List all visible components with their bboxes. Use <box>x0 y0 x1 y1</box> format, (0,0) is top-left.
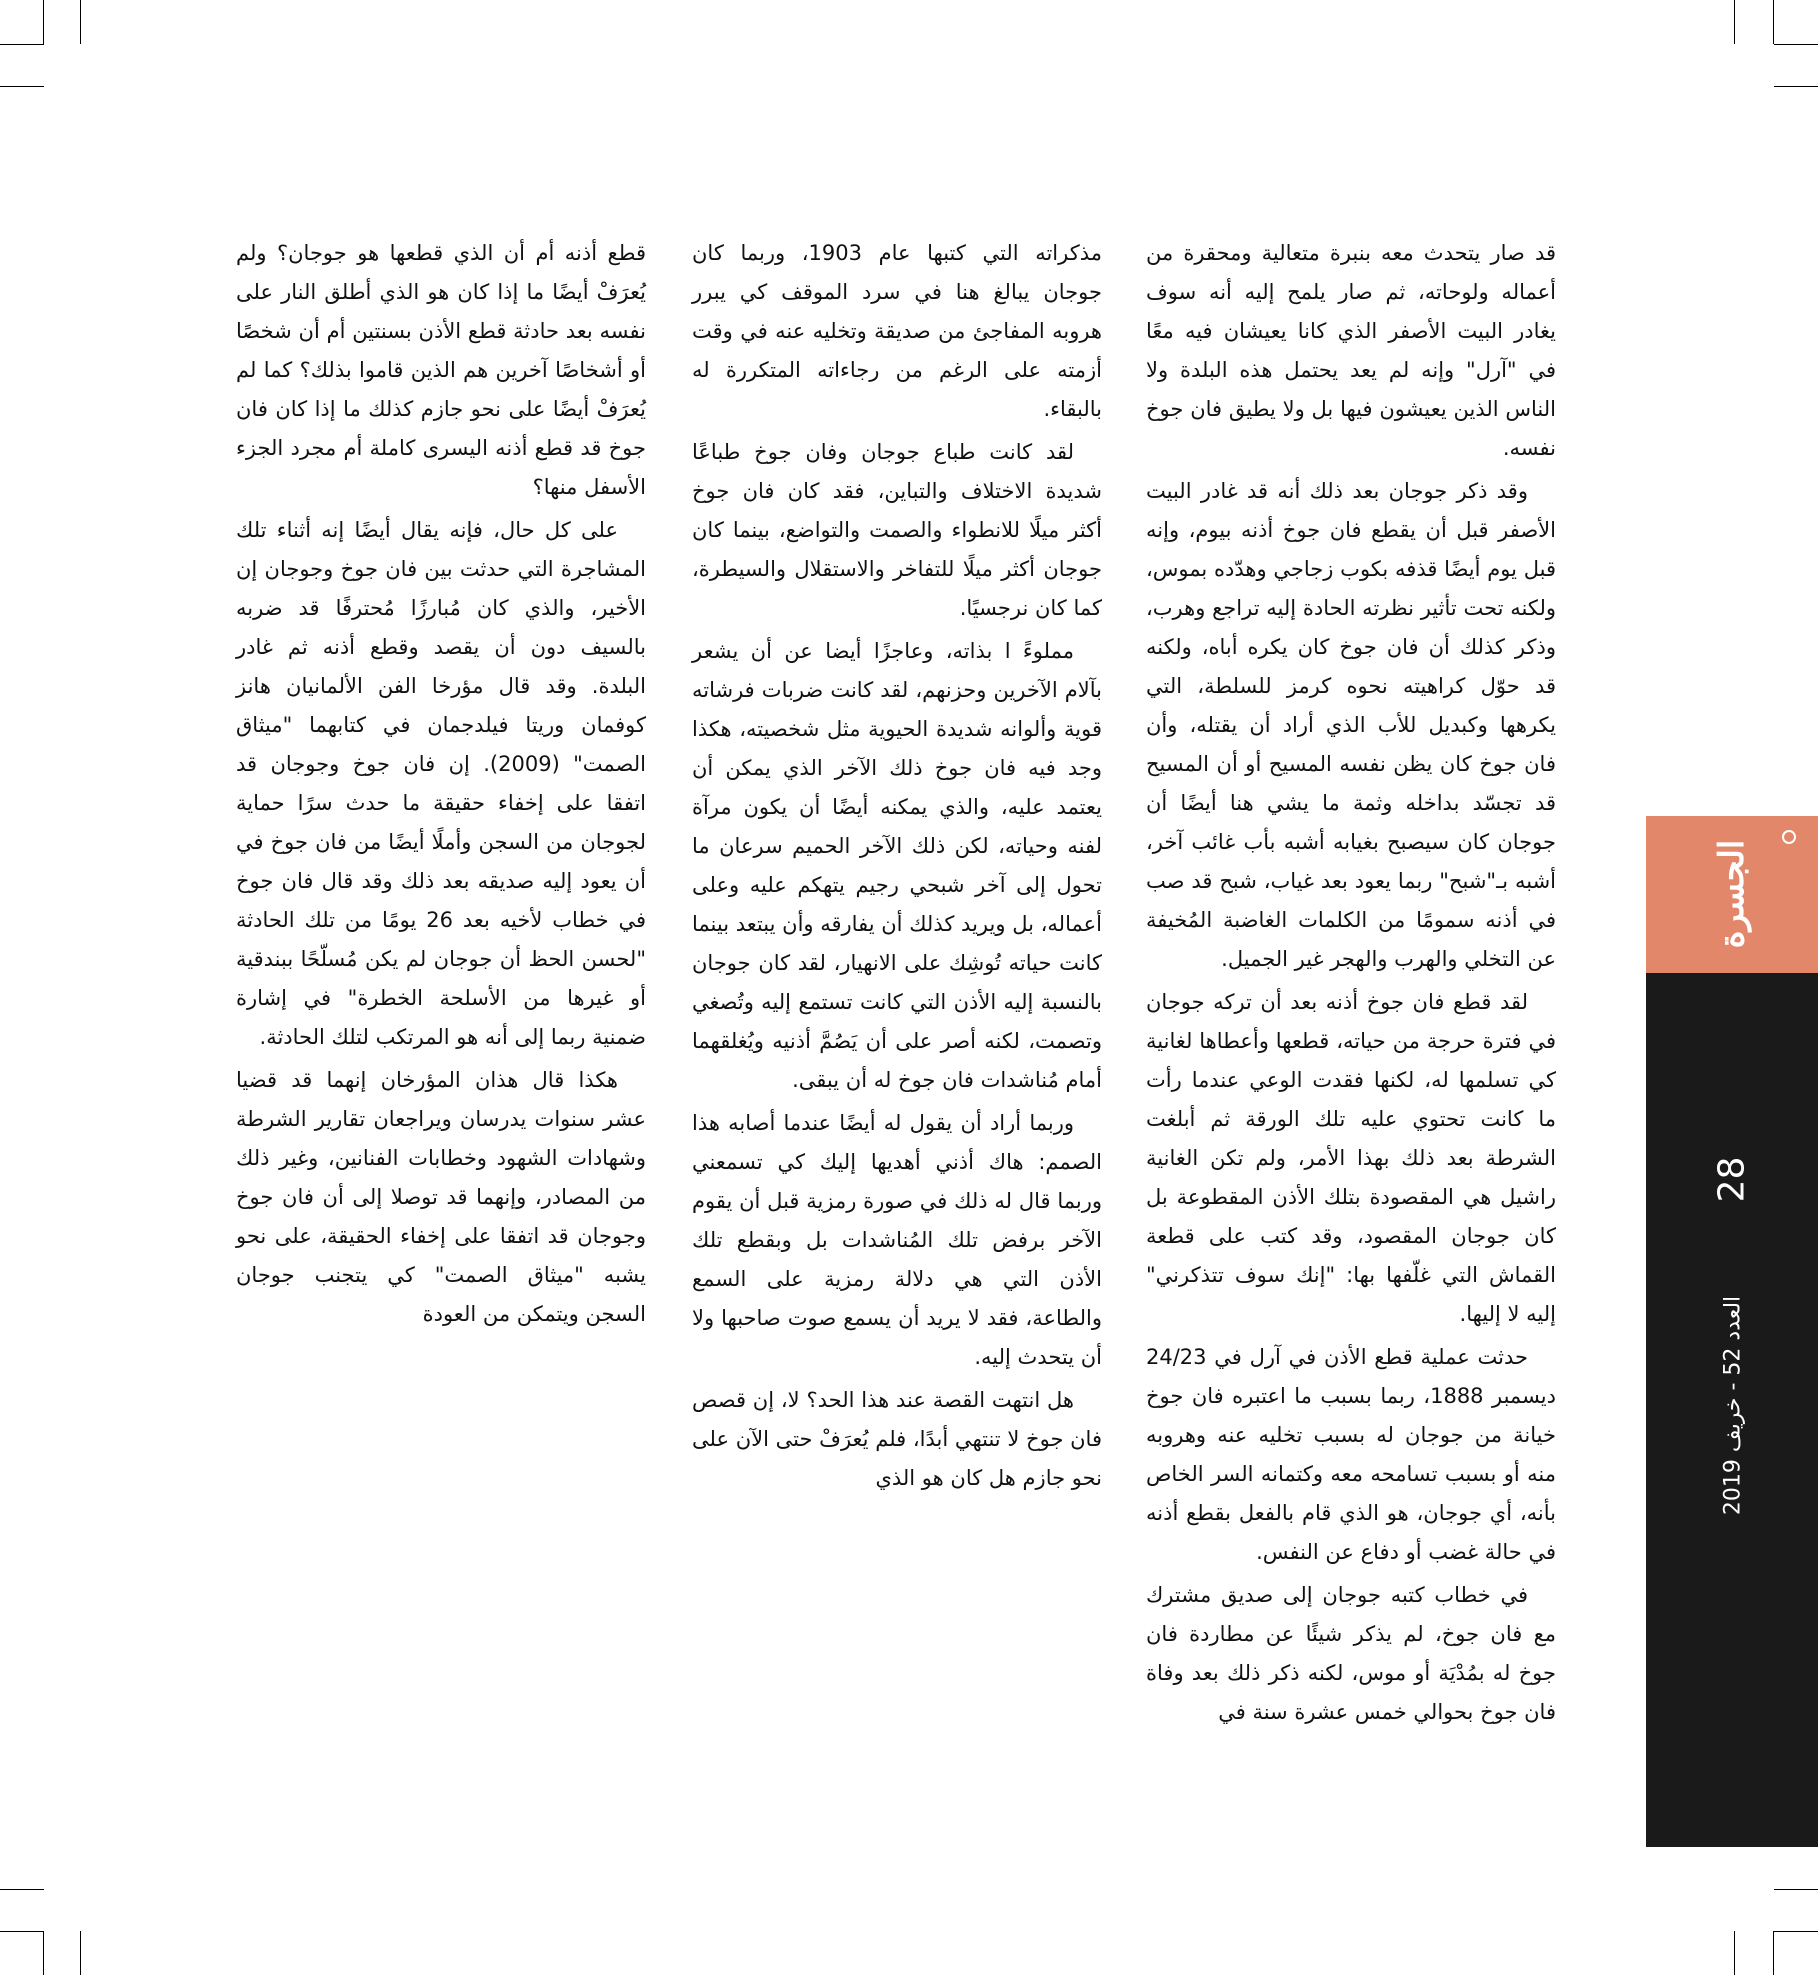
article-column-right <box>1146 234 1556 1736</box>
crop-mark <box>1734 1931 1735 1975</box>
brand-star-icon <box>1782 830 1796 844</box>
paragraph: وقد ذكر جوجان بعد ذلك أنه قد غادر البيت الأصفر قبل أن يقطع فان جوخ أذنه بيوم، وإنه قبل يوم أيضًا قذفه بكوب زجاجي وهدّده بموس، ولكنه تحت تأثير نظرته الحادة إليه تراجع وهرب، وذكر كذلك أن فان جوخ كان يكره أباه، ولكنه قد حوّل كراهيته نحوه كرمز للسلطة، التي يكرهها وكبديل للأب الذي أراد أن يقتله، وأن فان جوخ كان يظن نفسه المسيح أو أن المسيح قد تجسّد بداخله وثمة ما يشي هنا أيضًا أن جوجان كان سيصبح بغيابه أشبه بأب غائب آخر، أشبه بـ"شبح" ربما يعود بعد غياب، شبح قد صب في أذنه سمومًا من الكلمات الغاضبة المُخيفة عن التخلي والهرب والهجر غير الجميل. <box>1146 479 1556 971</box>
paragraph: حدثت عملية قطع الأذن في آرل في 24/23 ديسمبر 1888، ربما بسبب ما اعتبره فان جوخ خيانة من جوجان له بسبب تخليه عنه وهروبه منه أو بسبب تسامحه معه وكتمانه السر الخاص بأنه، أي جوجان، هو الذي قام بالفعل بقطع أذنه في حالة غضب أو دفاع عن النفس. <box>1146 1345 1556 1564</box>
crop-mark <box>0 44 44 45</box>
paragraph: مملوءً ا بذاته، وعاجزًا أيضا عن أن يشعر بآلام الآخرين وحزنهم، لقد كانت ضربات فرشاته قوية وألوانه شديدة الحيوية مثل شخصيته، هكذا وجد فيه فان جوخ ذلك الآخر الذي يمكن أن يعتمد عليه، والذي يمكنه أيضًا أن يكون مرآة لفنه وحياته، لكن ذلك الآخر الحميم سرعان ما تحول إلى آخر شبحي رجيم يتهكم عليه وعلى أعماله، بل ويريد كذلك أن يفارقه وأن يبتعد بينما كانت حياته تُوشِك على الانهيار، لقد كان جوجان بالنسبة إليه الأذن التي كانت تستمع إليه وتُصغي وتصمت، لكنه أصر على أن يَصُمَّ أذنيه ويُغلقهما أمام مُناشدات فان جوخ له أن يبقى. <box>692 639 1102 1092</box>
crop-mark <box>0 1931 44 1932</box>
article-column-left <box>236 234 646 1338</box>
crop-mark <box>1774 1931 1818 1932</box>
brand-block <box>1646 816 1818 973</box>
crop-mark <box>43 0 44 44</box>
brand-logo: الجسرة <box>1712 839 1752 949</box>
crop-mark <box>43 1931 44 1975</box>
paragraph: لقد قطع فان جوخ أذنه بعد أن تركه جوجان في فترة حرجة من حياته، قطعها وأعطاها لغانية كي تسلمها له، لكنها فقدت الوعي عندما رأت ما كانت تحتوي عليه تلك الورقة ثم أبلغت الشرطة بعد ذلك بهذا الأمر، ولم تكن الغانية راشيل هي المقصودة بتلك الأذن المقطوعة بل كان جوجان المقصود، وقد كتب على قطعة القماش التي غلّفها بها: "إنك سوف تتذكرني" إليه لا إليها. <box>1146 990 1556 1326</box>
article-column-middle <box>692 234 1102 1502</box>
crop-mark <box>1773 0 1774 44</box>
crop-mark <box>0 86 44 87</box>
paragraph: هل انتهت القصة عند هذا الحد؟ لا، إن قصص فان جوخ لا تنتهي أبدًا، فلم يُعرَفْ حتى الآن على نحو جازم هل كان هو الذي <box>692 1388 1102 1490</box>
page-number: 28 <box>1711 1156 1753 1203</box>
crop-mark <box>80 1931 81 1975</box>
paragraph: في خطاب كتبه جوجان إلى صديق مشترك مع فان جوخ، لم يذكر شيئًا عن مطاردة فان جوخ له بمُدْيَة أو موس، لكنه ذكر ذلك بعد وفاة فان جوخ بحوالي خمس عشرة سنة في <box>1146 1583 1556 1724</box>
crop-mark <box>80 0 81 44</box>
paragraph: وربما أراد أن يقول له أيضًا عندما أصابه هذا الصمم: هاك أذني أهديها إليك كي تسمعني وربما قال له ذلك في صورة رمزية قبل أن يقوم الآخر برفض تلك المُناشدات بل وبقطع تلك الأذن التي هي دلالة رمزية على السمع والطاعة، فقد لا يريد أن يسمع صوت صاحبها ولا أن يتحدث إليه. <box>692 1111 1102 1369</box>
crop-mark <box>0 1889 44 1890</box>
crop-mark <box>1734 0 1735 44</box>
magazine-side-tab <box>1646 816 1818 1847</box>
paragraph: قطع أذنه أم أن الذي قطعها هو جوجان؟ ولم يُعرَفْ أيضًا ما إذا كان هو الذي أطلق النار على نفسه بعد حادثة قطع الأذن بسنتين أم أن شخصًا أو أشخاصًا آخرين هم الذين قاموا بذلك؟ كما لم يُعرَفْ أيضًا على نحو جازم كذلك ما إذا كان فان جوخ قد قطع أذنه اليسرى كاملة أم مجرد الجزء الأسفل منها؟ <box>236 241 646 499</box>
crop-mark <box>1774 44 1818 45</box>
paragraph: هكذا قال هذان المؤرخان إنهما قد قضيا عشر سنوات يدرسان ويراجعان تقارير الشرطة وشهادات الشهود وخطابات الفنانين، وغير ذلك من المصادر، وإنهما قد توصلا إلى أن فان جوخ وجوجان قد اتفقا على إخفاء الحقيقة، على نحو يشبه "ميثاق الصمت" كي يتجنب جوجان السجن ويتمكن من العودة <box>236 1068 646 1326</box>
issue-strip <box>1646 973 1818 1847</box>
issue-label: العدد 52 - خريف 2019 <box>1720 1295 1746 1516</box>
crop-mark <box>1773 1931 1774 1975</box>
paragraph: على كل حال، فإنه يقال أيضًا إنه أثناء تلك المشاجرة التي حدثت بين فان جوخ وجوجان إن الأخير، والذي كان مُبارزًا مُحترفًا قد ضربه بالسيف دون أن يقصد وقطع أذنه ثم غادر البلدة. وقد قال مؤرخا الفن الألمانيان هانز كوفمان وريتا فيلدجمان في كتابهما "ميثاق الصمت" (2009). إن فان جوخ وجوجان قد اتفقا على إخفاء حقيقة ما حدث سرًا حماية لجوجان من السجن وأملًا أيضًا من فان جوخ في أن يعود إليه صديقه بعد ذلك وقد قال فان جوخ في خطاب لأخيه بعد 26 يومًا من تلك الحادثة "لحسن الحظ أن جوجان لم يكن مُسلّحًا ببندقية أو غيرها من الأسلحة الخطرة" في إشارة ضمنية ربما إلى أنه هو المرتكب لتلك الحادثة. <box>236 518 646 1049</box>
crop-mark <box>1774 1889 1818 1890</box>
paragraph: مذكراته التي كتبها عام 1903، وربما كان جوجان يبالغ هنا في سرد الموقف كي يبرر هروبه المفاجئ من صديقة وتخليه عنه في وقت أزمته على الرغم من رجاءاته المتكررة له بالبقاء. <box>692 241 1102 421</box>
paragraph: قد صار يتحدث معه بنبرة متعالية ومحقرة من أعماله ولوحاته، ثم صار يلمح إليه أنه سوف يغادر البيت الأصفر الذي كانا يعيشان فيه معًا في "آرل" وإنه لم يعد يحتمل هذه البلدة ولا الناس الذين يعيشون فيها بل ولا يطيق فان جوخ نفسه. <box>1146 241 1556 460</box>
crop-mark <box>1774 86 1818 87</box>
paragraph: لقد كانت طباع جوجان وفان جوخ طباعًا شديدة الاختلاف والتباين، فقد كان فان جوخ أكثر ميلًا للانطواء والصمت والتواضع، بينما كان جوجان أكثر ميلًا للتفاخر والاستقلال والسيطرة، كما كان نرجسيًا. <box>692 440 1102 620</box>
